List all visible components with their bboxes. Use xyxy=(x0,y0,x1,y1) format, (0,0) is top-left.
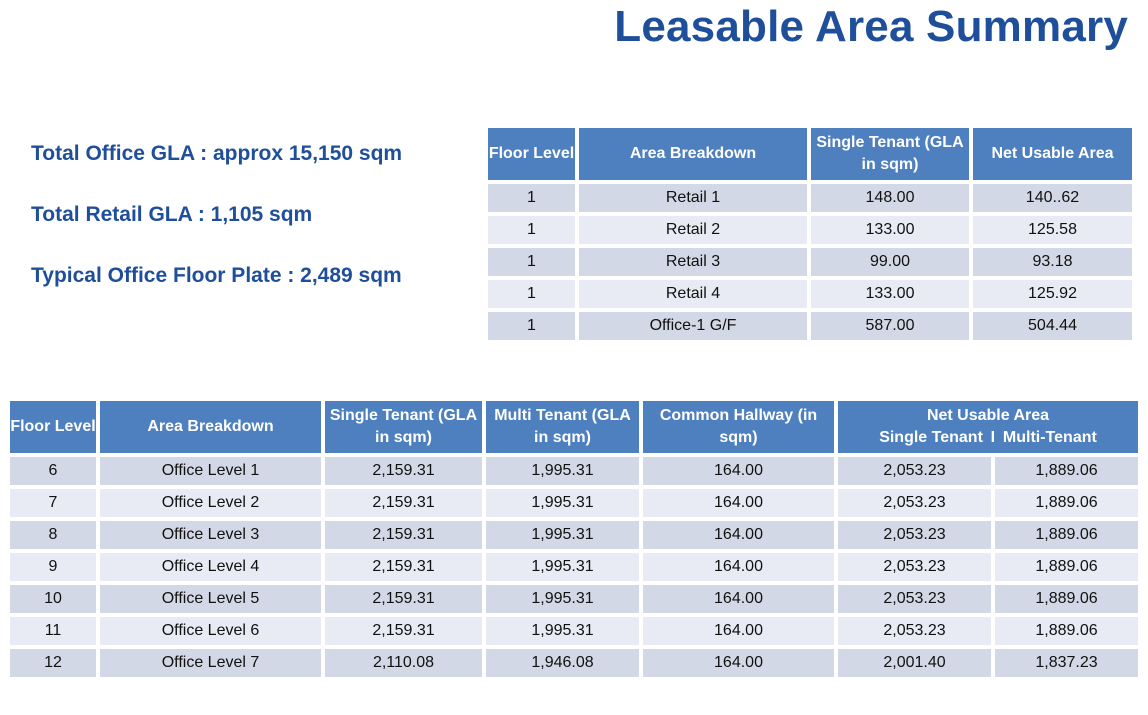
floor-level-cell: 10 xyxy=(10,585,96,613)
net-single-tenant-cell: 2,053.23 xyxy=(838,553,991,581)
table-row xyxy=(10,649,1138,677)
net-usable-area-cell: 125.58 xyxy=(973,216,1132,244)
net-usable-area-cell: 504.44 xyxy=(973,312,1132,340)
table-row xyxy=(488,184,1132,212)
area-breakdown-cell: Office Level 4 xyxy=(100,553,321,581)
floor-level-cell: 6 xyxy=(10,457,96,485)
floor-level-cell: 1 xyxy=(488,184,575,212)
single-tenant-cell: 2,159.31 xyxy=(325,617,482,645)
header-net-usable-area xyxy=(838,401,1138,453)
net-usable-area-cell: 93.18 xyxy=(973,248,1132,276)
table-row xyxy=(10,617,1138,645)
multi-tenant-cell: 1,995.31 xyxy=(486,553,639,581)
area-breakdown-cell: Office Level 6 xyxy=(100,617,321,645)
net-multi-tenant-cell: 1,889.06 xyxy=(995,617,1138,645)
header-single-tenant: Single Tenant (GLA in sqm) xyxy=(325,401,482,453)
net-single-tenant-cell: 2,053.23 xyxy=(838,521,991,549)
area-breakdown-cell: Office Level 7 xyxy=(100,649,321,677)
header-floor-level: Floor Level xyxy=(10,401,96,453)
multi-tenant-cell: 1,995.31 xyxy=(486,521,639,549)
single-tenant-cell: 2,159.31 xyxy=(325,489,482,517)
common-hallway-cell: 164.00 xyxy=(643,617,834,645)
page-title: Leasable Area Summary xyxy=(614,2,1128,51)
multi-tenant-cell: 1,946.08 xyxy=(486,649,639,677)
net-multi-tenant-label: Multi-Tenant xyxy=(1002,429,1097,446)
typical-floor-plate: Typical Office Floor Plate : 2,489 sqm xyxy=(31,264,402,287)
floor-level-cell: 8 xyxy=(10,521,96,549)
floor-level-cell: 1 xyxy=(488,248,575,276)
single-tenant-cell: 2,159.31 xyxy=(325,521,482,549)
table-row xyxy=(488,280,1132,308)
office-area-table xyxy=(6,397,1142,681)
header-floor-level: Floor Level xyxy=(488,128,575,180)
area-breakdown-cell: Retail 4 xyxy=(579,280,807,308)
single-tenant-cell: 99.00 xyxy=(811,248,969,276)
single-tenant-cell: 2,159.31 xyxy=(325,585,482,613)
summary-block xyxy=(31,138,402,321)
header-area-breakdown: Area Breakdown xyxy=(100,401,321,453)
total-office-gla: Total Office GLA : approx 15,150 sqm xyxy=(31,142,403,165)
single-tenant-cell: 133.00 xyxy=(811,280,969,308)
single-tenant-cell: 587.00 xyxy=(811,312,969,340)
common-hallway-cell: 164.00 xyxy=(643,521,834,549)
floor-level-cell: 11 xyxy=(10,617,96,645)
area-breakdown-cell: Retail 3 xyxy=(579,248,807,276)
multi-tenant-cell: 1,995.31 xyxy=(486,617,639,645)
common-hallway-cell: 164.00 xyxy=(643,489,834,517)
table-row xyxy=(10,553,1138,581)
net-multi-tenant-cell: 1,889.06 xyxy=(995,553,1138,581)
total-retail-gla: Total Retail GLA : 1,105 sqm xyxy=(31,203,313,226)
floor-level-cell: 1 xyxy=(488,312,575,340)
net-usable-area-cell: 125.92 xyxy=(973,280,1132,308)
single-tenant-cell: 2,110.08 xyxy=(325,649,482,677)
header-net-usable-area: Net Usable Area xyxy=(973,128,1132,180)
net-multi-tenant-cell: 1,889.06 xyxy=(995,521,1138,549)
area-breakdown-cell: Office Level 1 xyxy=(100,457,321,485)
common-hallway-cell: 164.00 xyxy=(643,553,834,581)
header-single-tenant: Single Tenant (GLA in sqm) xyxy=(811,128,969,180)
table-row xyxy=(488,248,1132,276)
common-hallway-cell: 164.00 xyxy=(643,457,834,485)
net-usable-area-cell: 140..62 xyxy=(973,184,1132,212)
net-single-tenant-label: Single Tenant xyxy=(879,429,983,446)
single-tenant-cell: 148.00 xyxy=(811,184,969,212)
retail-area-table xyxy=(484,124,1136,344)
header-multi-tenant: Multi Tenant (GLA in sqm) xyxy=(486,401,639,453)
net-header-separator: I xyxy=(990,429,996,446)
multi-tenant-cell: 1,995.31 xyxy=(486,457,639,485)
table-row xyxy=(10,489,1138,517)
single-tenant-cell: 2,159.31 xyxy=(325,553,482,581)
net-single-tenant-cell: 2,053.23 xyxy=(838,489,991,517)
net-multi-tenant-cell: 1,889.06 xyxy=(995,457,1138,485)
table-row xyxy=(488,216,1132,244)
area-breakdown-cell: Retail 2 xyxy=(579,216,807,244)
single-tenant-cell: 2,159.31 xyxy=(325,457,482,485)
multi-tenant-cell: 1,995.31 xyxy=(486,585,639,613)
floor-level-cell: 1 xyxy=(488,216,575,244)
net-single-tenant-cell: 2,001.40 xyxy=(838,649,991,677)
table-row xyxy=(10,521,1138,549)
office-table-header-row xyxy=(10,401,1138,453)
common-hallway-cell: 164.00 xyxy=(643,585,834,613)
area-breakdown-cell: Office-1 G/F xyxy=(579,312,807,340)
header-area-breakdown: Area Breakdown xyxy=(579,128,807,180)
floor-level-cell: 12 xyxy=(10,649,96,677)
net-multi-tenant-cell: 1,889.06 xyxy=(995,489,1138,517)
area-breakdown-cell: Office Level 2 xyxy=(100,489,321,517)
area-breakdown-cell: Office Level 5 xyxy=(100,585,321,613)
area-breakdown-cell: Retail 1 xyxy=(579,184,807,212)
net-usable-area-subtitle xyxy=(838,427,1138,449)
multi-tenant-cell: 1,995.31 xyxy=(486,489,639,517)
common-hallway-cell: 164.00 xyxy=(643,649,834,677)
floor-level-cell: 1 xyxy=(488,280,575,308)
single-tenant-cell: 133.00 xyxy=(811,216,969,244)
net-usable-area-title: Net Usable Area xyxy=(926,407,1050,424)
net-single-tenant-cell: 2,053.23 xyxy=(838,457,991,485)
net-single-tenant-cell: 2,053.23 xyxy=(838,617,991,645)
header-common-hallway: Common Hallway (in sqm) xyxy=(643,401,834,453)
table-row xyxy=(10,457,1138,485)
table-row xyxy=(10,585,1138,613)
table-row xyxy=(488,312,1132,340)
net-multi-tenant-cell: 1,889.06 xyxy=(995,585,1138,613)
retail-table-header-row xyxy=(488,128,1132,180)
floor-level-cell: 9 xyxy=(10,553,96,581)
area-breakdown-cell: Office Level 3 xyxy=(100,521,321,549)
net-single-tenant-cell: 2,053.23 xyxy=(838,585,991,613)
floor-level-cell: 7 xyxy=(10,489,96,517)
net-multi-tenant-cell: 1,837.23 xyxy=(995,649,1138,677)
